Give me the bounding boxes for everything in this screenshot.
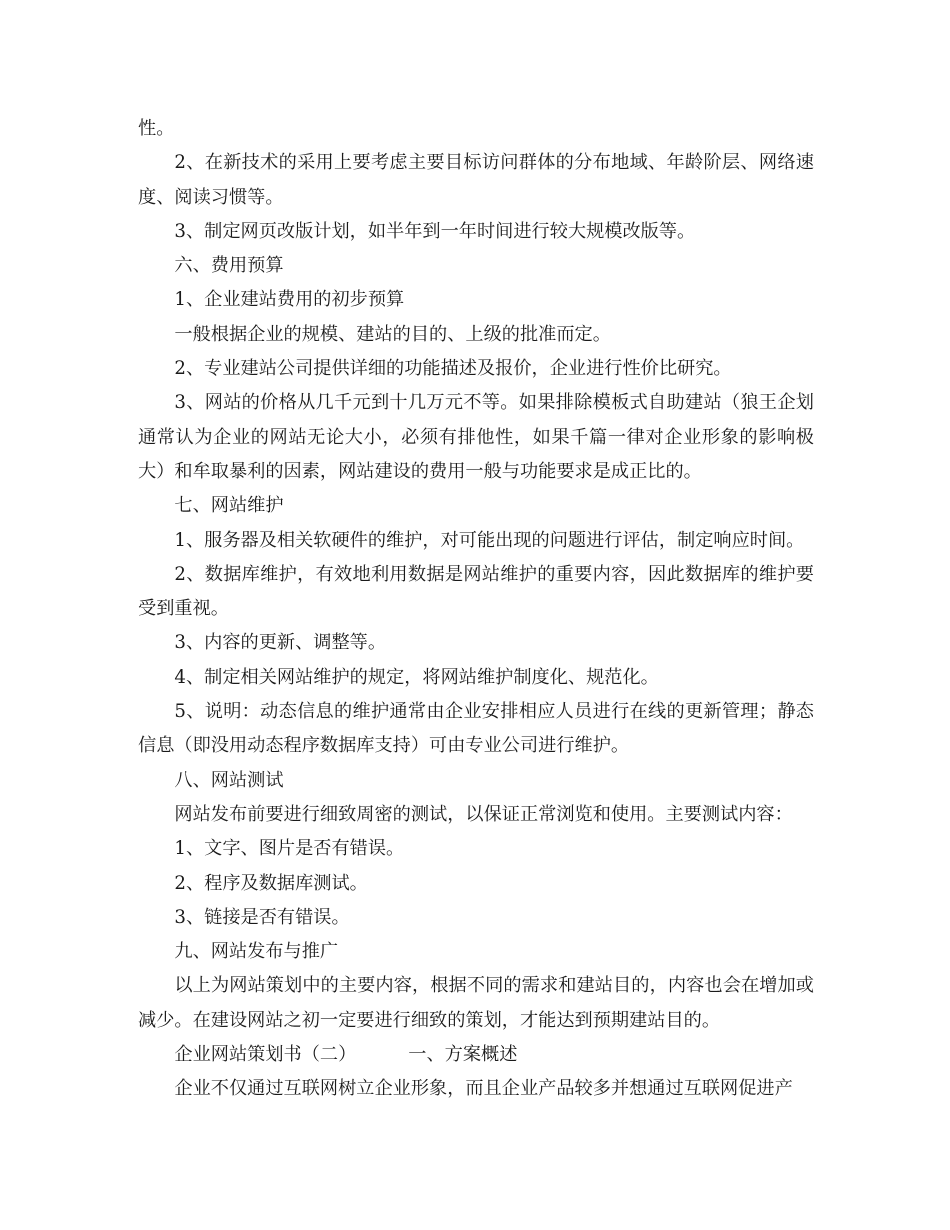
paragraph: 1、文字、图片是否有错误。 — [174, 838, 405, 860]
paragraph: 3、网站的价格从几千元到十几万元不等。如果排除模板式自助建站（狼王企划通常认为企业的网站无论大小，必须有排他性，如果千篇一律对企业形象的影响极大）和牟取暴利的因素，网站建设的费用一般与功能要求是成正比的。 — [138, 392, 814, 482]
paragraph: 2、在新技术的采用上要考虑主要目标访问群体的分布地域、年龄阶层、网络速度、阅读习惯等。 — [138, 152, 814, 208]
paragraph: 1、服务器及相关软硬件的维护，对可能出现的问题进行评估，制定响应时间。 — [174, 529, 805, 551]
last-paragraph: 企业不仅通过互联网树立企业形象，而且企业产品较多并想通过互联网促进产 — [174, 1078, 793, 1100]
paragraph: 3、制定网页改版计划，如半年到一年时间进行较大规模改版等。 — [174, 220, 696, 242]
paragraph: 九、网站发布与推广 — [174, 941, 339, 963]
paragraph: 3、内容的更新、调整等。 — [174, 632, 387, 654]
section-subtitle: 一、方案概述 — [408, 1044, 518, 1066]
paragraph: 4、制定相关网站维护的规定，将网站维护制度化、规范化。 — [174, 666, 659, 688]
section-title: 企业网站策划书（二） — [174, 1044, 357, 1066]
paragraph: 2、程序及数据库测试。 — [174, 872, 368, 894]
paragraph: 1、企业建站费用的初步预算 — [174, 289, 405, 311]
paragraph: 以上为网站策划中的主要内容，根据不同的需求和建站目的，内容也会在增加或减少。在建设网站之初一定要进行细致的策划，才能达到预期建站目的。 — [138, 975, 814, 1031]
paragraph-list — [138, 112, 814, 1038]
paragraph: 一般根据企业的规模、建站的目的、上级的批准而定。 — [174, 323, 611, 345]
paragraph: 网站发布前要进行细致周密的测试，以保证正常浏览和使用。主要测试内容： — [174, 803, 793, 825]
paragraph: 5、说明：动态信息的维护通常由企业安排相应人员进行在线的更新管理；静态信息（即没用动态程序数据库支持）可由专业公司进行维护。 — [138, 701, 814, 757]
paragraph: 八、网站测试 — [174, 769, 284, 791]
document-body — [138, 112, 814, 1107]
section-heading-line — [138, 1038, 814, 1072]
paragraph: 2、专业建站公司提供详细的功能描述及报价，企业进行性价比研究。 — [174, 358, 732, 380]
paragraph: 七、网站维护 — [174, 495, 284, 517]
paragraph: 2、数据库维护，有效地利用数据是网站维护的重要内容，因此数据库的维护要受到重视。 — [138, 563, 814, 620]
paragraph: 3、链接是否有错误。 — [174, 906, 350, 928]
paragraph: 六、费用预算 — [174, 255, 284, 277]
paragraph: 性。 — [138, 118, 175, 139]
